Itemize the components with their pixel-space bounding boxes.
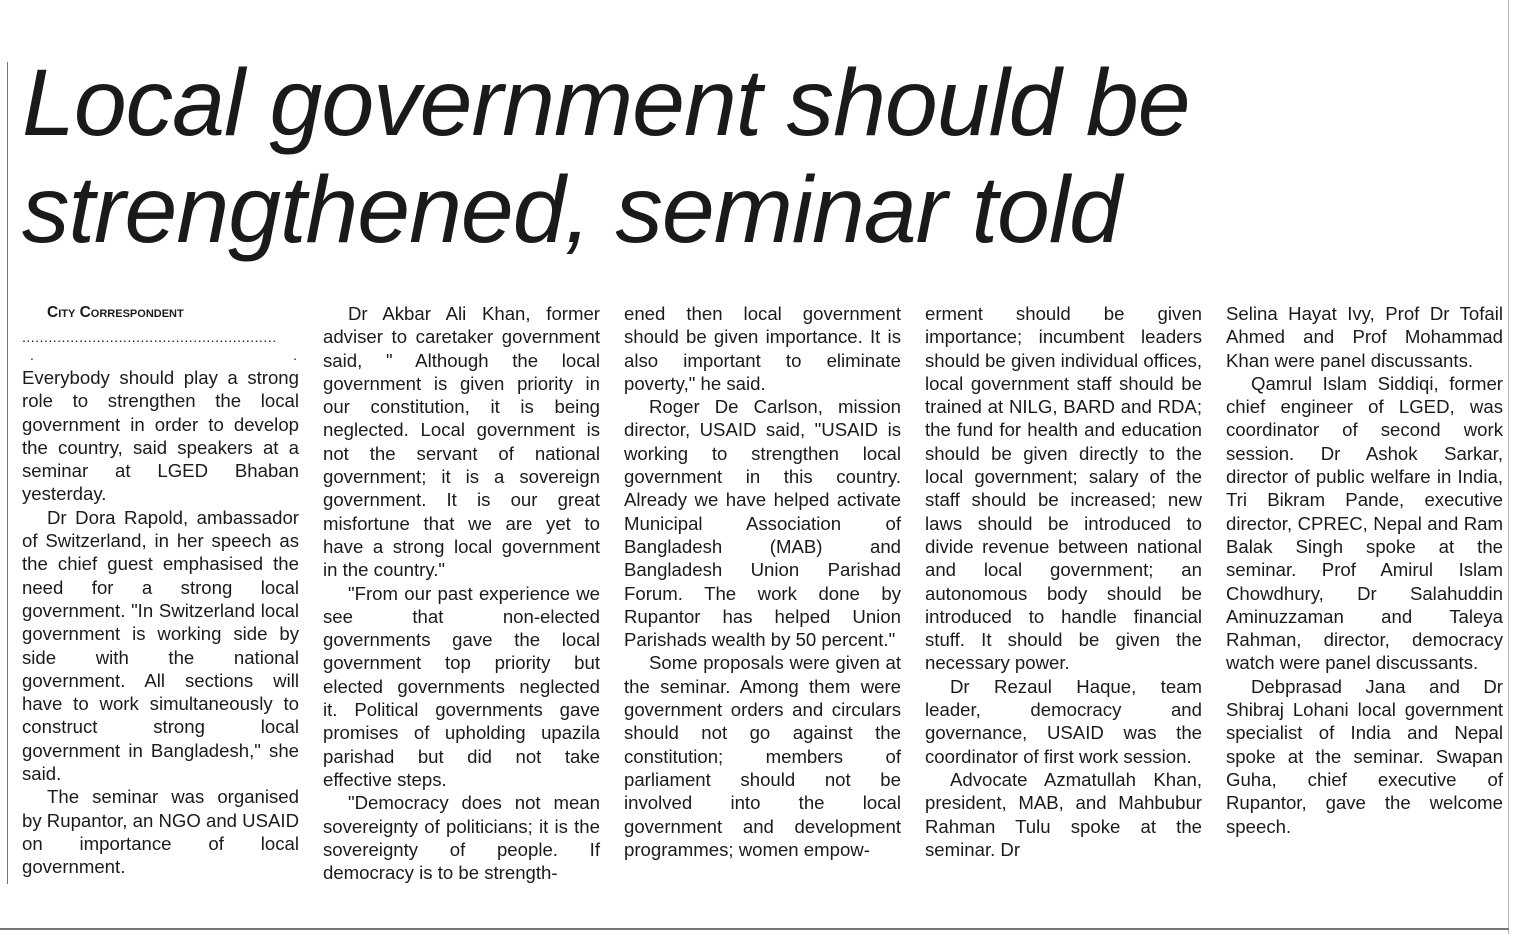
paragraph: Advocate Azmatullah Khan, president, MAB, and Mahbubur Rahman Tulu spoke at the seminar. Dr: [925, 768, 1202, 860]
headline-line-1: Local government should be: [22, 50, 1190, 156]
article-column-3: [624, 302, 901, 861]
byline-separator-ends: [22, 344, 299, 366]
paragraph: Some proposals were given at the seminar. Among them were government orders and circulars should not go against the constitution; members of parliament should not be involved into the local government and development programmes; women empow-: [624, 652, 901, 860]
paragraph: "Democracy does not mean sovereignty of politicians; it is the sovereignty of people. If democracy is to be strength-: [323, 792, 600, 884]
byline: City Correspondent: [47, 304, 184, 321]
headline-line-2: strengthened, seminar told: [22, 157, 1121, 263]
paragraph: Qamrul Islam Siddiqi, former chief engineer of LGED, was coordinator of second work session. Dr Ashok Sarkar, director of public welfare in India, Tri Bikram Pande, executive director, CPREC, Nepal and Ram Balak Singh spoke at the seminar. Prof Amirul Islam Chowdhury, Dr Salahuddin Aminuzzaman and Taleya Rahman, director, democracy watch were panel discussants.: [1226, 372, 1503, 674]
byline-separator: ..........................................................: [22, 330, 277, 344]
paragraph: Dr Rezaul Haque, team leader, democracy and governance, USAID was the coordinator of first work session.: [925, 675, 1202, 767]
separator-dot-right: .: [293, 347, 297, 363]
article-column-2: [323, 302, 600, 884]
article-column-1: [22, 302, 299, 879]
paragraph-continued: erment should be given importance; incumbent leaders should be given individual offices, local government staff should be trained at NILG, BARD and RDA; the fund for health and education should be given directly to the local government; salary of the staff should be increased; new laws should be introduced to divide revenue between national and local government; an autonomous body should be introduced to handle financial stuff. It should be given the necessary power.: [925, 303, 1202, 674]
paragraph-continued: Selina Hayat Ivy, Prof Dr Tofail Ahmed and Prof Mohammad Khan were panel discussants.: [1226, 303, 1503, 371]
paragraph-continued: ened then local government should be given importance. It is also important to eliminate poverty," he said.: [624, 303, 901, 394]
paragraph: Dr Dora Rapold, ambassador of Switzerland, in her speech as the chief guest emphasised the need for a strong local government. "In Switzerland local government is working side by side with the national government. All sections will have to work simultaneously to construct strong local government in Bangladesh," she said.: [22, 506, 299, 785]
separator-dot-left: .: [30, 347, 34, 363]
paragraph: Dr Akbar Ali Khan, former adviser to caretaker government said, " Although the local government is given priority in our constitution, it is being neglected. Local government is not the servant of national government; it is a sovereign government. It is our great misfortune that we are yet to have a strong local government in the country.": [323, 303, 600, 581]
paragraph: "From our past experience we see that non-elected governments gave the local government top priority but elected governments neglected it. Political governments gave promises of upholding upazila parishad but did not take effective steps.: [323, 582, 600, 790]
paragraph: Roger De Carlson, mission director, USAID said, "USAID is working to strengthen local government in this country. Already we have helped activate Municipal Association of Bangladesh (MAB) and Bangladesh Union Parishad Forum. The work done by Rupantor has helped Union Parishads wealth by 50 percent.": [624, 396, 901, 651]
paragraph: Everybody should play a strong role to strengthen the local government in order to develop the country, said speakers at a seminar at LGED Bhaban yesterday.: [22, 367, 299, 505]
paragraph: Debprasad Jana and Dr Shibraj Lohani local government specialist of India and Nepal spoke at the seminar. Swapan Guha, chief executive of Rupantor, gave the welcome speech.: [1226, 675, 1503, 837]
bottom-rule: [0, 928, 1509, 930]
left-column-rule: [7, 62, 8, 884]
article-column-5: [1226, 302, 1503, 838]
right-edge-rule: [1508, 0, 1509, 934]
paragraph: The seminar was organised by Rupantor, an NGO and USAID on importance of local government.: [22, 786, 299, 878]
article-column-4: [925, 302, 1202, 861]
headline: [22, 50, 1492, 264]
